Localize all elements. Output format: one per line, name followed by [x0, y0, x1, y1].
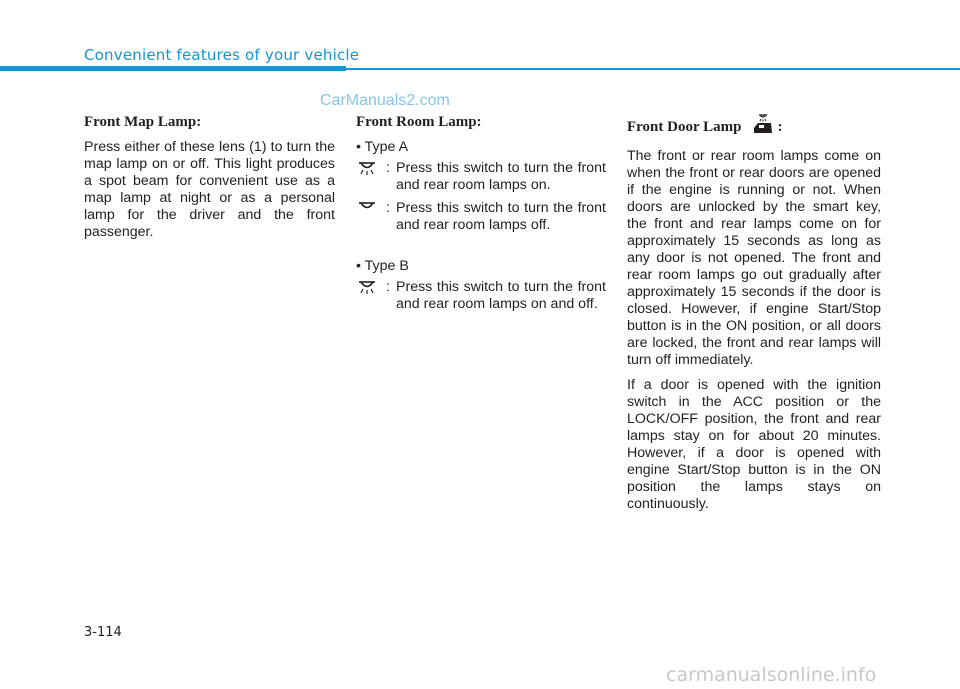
- watermark-bottom: carmanualsonline.info: [666, 664, 877, 686]
- colon: :: [386, 279, 390, 295]
- room-lamp-on-icon: [356, 279, 386, 299]
- header-rule-thin: [346, 68, 960, 70]
- room-lamp-on-icon: [356, 160, 386, 180]
- heading-front-door-lamp: [627, 113, 881, 140]
- heading-front-door-lamp-colon: :: [777, 119, 783, 135]
- type-a-off-text: Press this switch to turn the front and rear room lamps off.: [396, 200, 606, 233]
- paragraph-door-lamp-2: If a door is opened with the ignition switch in the ACC position or the LOCK/OFF position, the front and rear lamps stay on for about 20 minutes. However, if a door is opened with engine Start/Stop button is in the ON position the lamps stays on continuously.: [627, 377, 881, 512]
- heading-front-map-lamp: Front Map Lamp:: [84, 114, 202, 130]
- type-b-toggle-text: Press this switch to turn the front and rear room lamps on and off.: [396, 279, 606, 312]
- header-rule-thick: [0, 66, 346, 71]
- room-lamp-off-icon: [356, 200, 386, 220]
- column-front-map-lamp: [84, 113, 335, 249]
- type-a-row-off: [356, 200, 606, 234]
- type-b-label: • Type B: [356, 258, 409, 274]
- type-a-row-on: [356, 160, 606, 194]
- paragraph-front-map-lamp: Press either of these lens (1) to turn the map lamp on or off. This light produces a spot beam for convenient use as a map lamp at night or as a personal lamp for the driver and the front passenger.: [84, 139, 335, 240]
- paragraph-door-lamp-1: The front or rear room lamps come on when the front or rear doors are opened if the engine is running or not. When doors are unlocked by the smart key, the front and rear lamps come on for approximately 15 seconds as long as any door is not opened. The front and rear room lamps go out gradually after approximately 15 seconds if the door is closed. However, if engine Start/Stop button is in the ON position, or all doors are locked, the front and rear lamps will turn off immediately.: [627, 148, 881, 368]
- heading-front-door-lamp-text: Front Door Lamp: [627, 119, 742, 135]
- section-title: Convenient features of your vehicle: [84, 46, 360, 64]
- door-lamp-icon: [751, 113, 775, 140]
- heading-front-room-lamp: Front Room Lamp:: [356, 114, 482, 130]
- column-front-door-lamp: [627, 113, 881, 521]
- column-front-room-lamp: [356, 113, 606, 319]
- type-a-label: • Type A: [356, 139, 409, 155]
- type-b-row-toggle: [356, 279, 606, 313]
- watermark-top: CarManuals2.com: [320, 92, 450, 109]
- page-number: 3-114: [84, 625, 122, 640]
- colon: :: [386, 200, 390, 216]
- type-a-on-text: Press this switch to turn the front and rear room lamps on.: [396, 160, 606, 193]
- colon: :: [386, 160, 390, 176]
